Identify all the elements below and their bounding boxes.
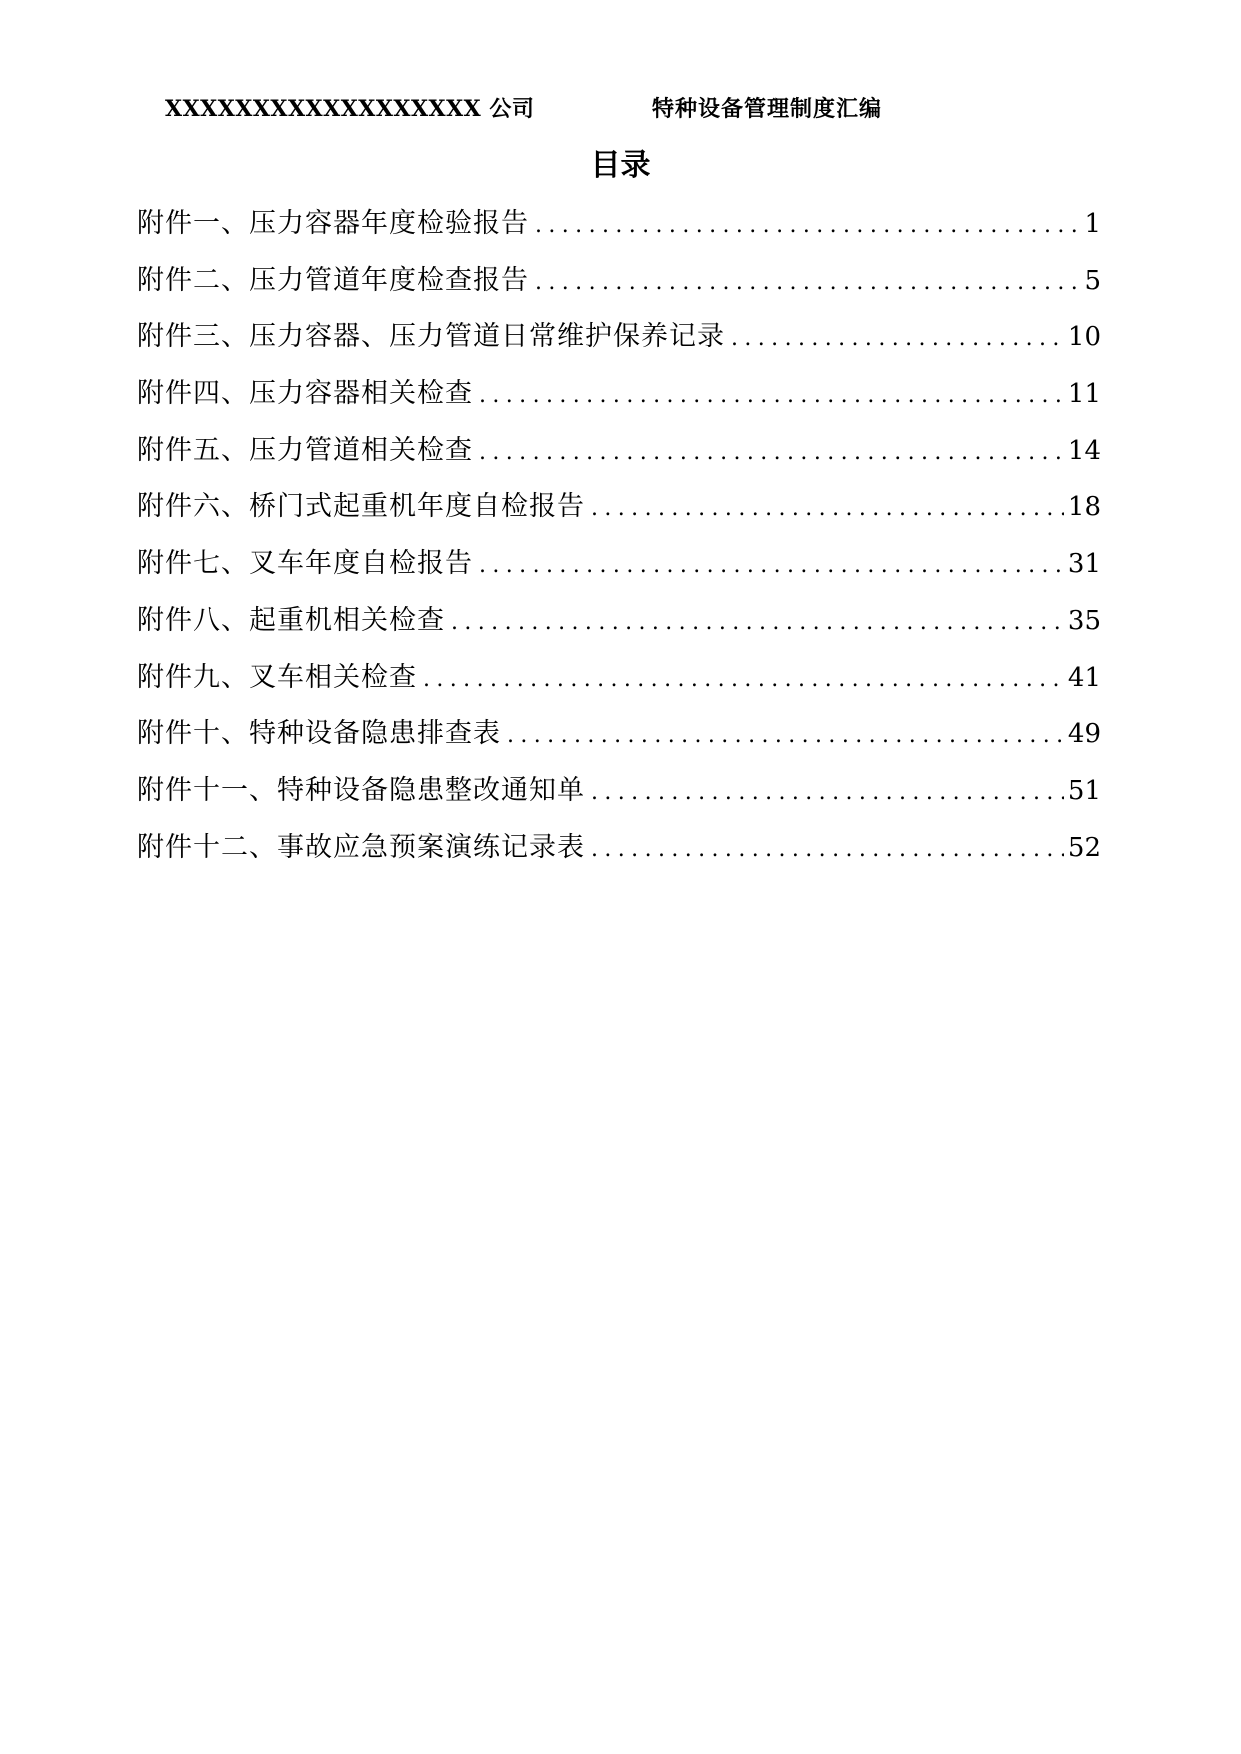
toc-leader-dots bbox=[591, 481, 1064, 537]
toc-leader-dots bbox=[451, 595, 1064, 651]
toc-entry-label: 附件十一、特种设备隐患整改通知单 bbox=[137, 774, 585, 806]
toc-entry-page: 10 bbox=[1067, 322, 1101, 353]
toc-leader-dots bbox=[591, 822, 1064, 878]
toc-entry-page: 31 bbox=[1067, 549, 1101, 580]
header-document-title: 特种设备管理制度汇编 bbox=[652, 96, 883, 122]
toc-entry-label: 附件十二、事故应急预案演练记录表 bbox=[137, 831, 585, 863]
toc-leader-dots bbox=[535, 255, 1080, 311]
toc-entry-page: 11 bbox=[1067, 379, 1101, 410]
toc-leader-dots bbox=[731, 311, 1064, 367]
toc-entry-page: 5 bbox=[1084, 265, 1101, 296]
toc-entry[interactable] bbox=[137, 593, 1101, 650]
toc-entry[interactable] bbox=[137, 253, 1101, 310]
toc-entry-page: 49 bbox=[1067, 719, 1101, 750]
toc-entry-page: 52 bbox=[1067, 832, 1101, 863]
toc-leader-dots bbox=[591, 765, 1064, 821]
toc-entry-label: 附件六、桥门式起重机年度自检报告 bbox=[137, 491, 585, 523]
toc-entry[interactable] bbox=[137, 650, 1101, 707]
toc-title: 目录 bbox=[590, 148, 651, 183]
toc-entry-label: 附件四、压力容器相关检查 bbox=[137, 378, 473, 410]
toc-entry-label: 附件二、压力管道年度检查报告 bbox=[137, 264, 529, 296]
toc-entry[interactable] bbox=[137, 820, 1101, 877]
toc-entry-page: 51 bbox=[1067, 775, 1101, 806]
toc-entry[interactable] bbox=[137, 706, 1101, 763]
toc-entry-label: 附件九、叉车相关检查 bbox=[137, 661, 417, 693]
toc-entry-page: 1 bbox=[1084, 209, 1101, 239]
toc-entry-label: 附件七、叉车年度自检报告 bbox=[137, 548, 473, 580]
toc-entry[interactable] bbox=[137, 763, 1101, 820]
table-of-contents bbox=[137, 196, 1101, 876]
toc-entry[interactable] bbox=[137, 366, 1101, 423]
toc-entry-page: 18 bbox=[1067, 492, 1101, 523]
toc-leader-dots bbox=[423, 652, 1064, 708]
toc-entry[interactable] bbox=[137, 479, 1101, 536]
toc-leader-dots bbox=[479, 368, 1064, 424]
toc-entry[interactable] bbox=[137, 196, 1101, 253]
toc-entry-label: 附件五、压力管道相关检查 bbox=[137, 434, 473, 466]
toc-entry[interactable] bbox=[137, 309, 1101, 366]
toc-entry-page: 14 bbox=[1067, 435, 1101, 466]
toc-leader-dots bbox=[479, 538, 1064, 594]
toc-entry-label: 附件三、压力容器、压力管道日常维护保养记录 bbox=[137, 321, 725, 353]
toc-entry-label: 附件八、起重机相关检查 bbox=[137, 604, 445, 636]
toc-entry-label: 附件一、压力容器年度检验报告 bbox=[137, 208, 529, 239]
toc-entry[interactable] bbox=[137, 423, 1101, 480]
toc-entry-page: 35 bbox=[1067, 605, 1101, 636]
toc-entry[interactable] bbox=[137, 536, 1101, 593]
toc-leader-dots bbox=[535, 198, 1080, 254]
header-company-name: XXXXXXXXXXXXXXXXXX 公司 bbox=[165, 96, 535, 122]
toc-leader-dots bbox=[479, 425, 1064, 481]
toc-entry-page: 41 bbox=[1067, 662, 1101, 693]
toc-leader-dots bbox=[507, 708, 1064, 764]
toc-entry-label: 附件十、特种设备隐患排查表 bbox=[137, 718, 501, 750]
